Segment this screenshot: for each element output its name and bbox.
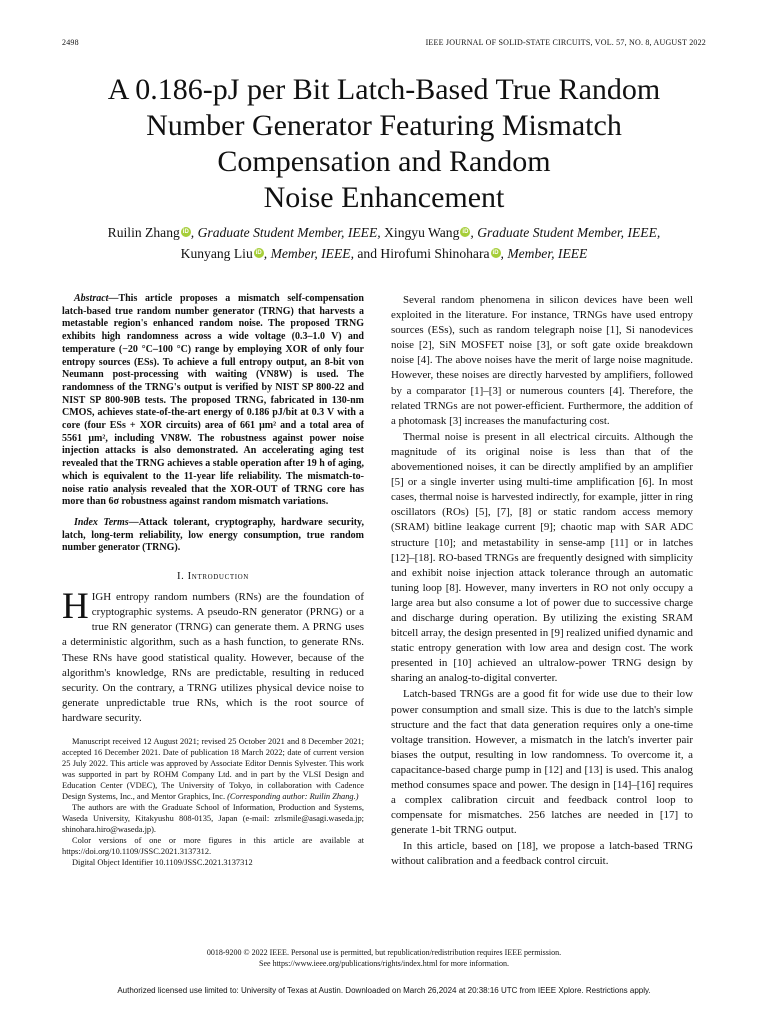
- right-column: [391, 293, 693, 871]
- corresponding-author: (Corresponding author: Ruilin Zhang.): [227, 792, 359, 801]
- body-paragraph: Several random phenomena in silicon devices have been well exploited in the literature. For instance, TRNGs have used entropy sources (ESs), such as random telegraph noise [1], Si nanodevices noise [2], SiN MOSFET noise [3], or soft gate oxide breakdown noise [4]. The above noises have the merit of large noise magnitude. However, these noises are directly harvested by amplifiers, followed by a comparator [1]–[3] or numerous counters [4]. Therefore, the related TRNGs are not power-efficient. Furthermore, the addition of a photomask [3] increases the manufacturing cost.: [391, 294, 693, 427]
- index-terms: [62, 517, 364, 555]
- section-heading: [62, 569, 364, 584]
- title-line-1: A 0.186-pJ per Bit Latch-Based True Random: [107, 73, 661, 106]
- author-list: [60, 222, 708, 264]
- section-number: I.: [177, 571, 185, 583]
- author-role: , Member, IEEE,: [263, 246, 354, 261]
- page-number: 2498: [62, 38, 79, 47]
- drop-cap: H: [62, 586, 89, 628]
- index-terms-text: Attack tolerant, cryptography, hardware security, latch, long-term reliability, low energy consumption, true random number generator (TRNG).: [62, 516, 364, 554]
- journal-header: IEEE JOURNAL OF SOLID-STATE CIRCUITS, VOL. 57, NO. 8, AUGUST 2022: [425, 38, 706, 47]
- section-title: Introduction: [187, 571, 249, 583]
- license-notice: Authorized licensed use limited to: University of Texas at Austin. Downloaded on March 26,2024 at 20:38:16 UTC from IEEE Xplore. Restrictions apply.: [117, 986, 651, 995]
- body-paragraph: Thermal noise is present in all electrical circuits. Although the magnitude of its original noise is less than that of the abovementioned noises, it can be directly amplified by an amplifier [5] or a single inverter using multi-time amplification [6]. In most cases, thermal noise is harvested indirectly, for example, jitter in ring oscillators (ROs) [5], [7], [8] or static random access memory (SRAM) bitline leakage current [9]; chaotic map with SAR ADC structure [10]; and metastability in sense-amp [11] or in latches [12]–[18]. RO-based TRNGs are frequently designed with simplicity and exhibit noise injection attack tolerance through an automatic tuning loop [8]. However, many inverters in RO not only occupy a large area but also consume a lot of power due to successive charge and discharge during operation. By utilizing the existing SRAM bitcell array, the design presented in [9] realized unified dynamic and static entropy generation with low area and design cost. The work presented in [10] achieved an ultralow-power TRNG design by sharing an analog-to-digital converter.: [391, 430, 693, 685]
- author-name: Ruilin Zhang: [107, 225, 180, 240]
- author-name: and Hirofumi Shinohara: [353, 246, 490, 261]
- abstract-text: This article proposes a mismatch self-compensation latch-based true random number generator (TRNG) that harvests a metastable region's enhanced random noise. The proposed TRNG exhibits high randomness across a wide voltage (0.3–1.0 V) and temperature (−20 °C–100 °C) range by employing XOR of only four entropy sources (ESs). To achieve a full entropy output, an 8-bit von Neumann post-processing with waiting (VN8W) is used. The randomness of the TRNG's output is verified by NIST SP 800-22 and NIST SP 800-90B tests. The proposed TRNG, fabricated in 130-nm CMOS, achieves state-of-the-art energy of 0.186 pJ/bit at 0.3 V with a core (four ESs + XOR circuits) area of 661 μm² and a total area of 5561 μm², including VN8W. The robustness against power noise injection attacks is also demonstrated. An accelerating aging test revealed that the TRNG achieves a stable operation after 19 h of aging, which is equivalent to the 11-year life reliability. The mismatch-to-noise ratio analysis revealed that the XOR-OUT of TRNG core has more than 6σ robustness against random mismatch variations.: [62, 293, 364, 508]
- affiliation-note: The authors are with the Graduate School of Information, Production and Systems, Waseda University, Kitakyushu 808-0135, Japan (e-mail: zrlsmile@asagi.waseda.jp; shinohara.hiro@waseda.jp).: [62, 803, 364, 834]
- left-column: [62, 293, 364, 868]
- doi-note: Digital Object Identifier 10.1109/JSSC.2021.3137312: [72, 858, 253, 867]
- color-note: Color versions of one or more figures in this article are available at https://doi.org/10.1109/JSSC.2021.3137312.: [62, 836, 364, 856]
- body-paragraph: Latch-based TRNGs are a good fit for wide use due to their low power consumption and small size. This is due to the latch's simple structure and the fact that data generation requires only a one-time voltage transition. However, a mismatch in the latch's inverter pair biases the output, resulting in low randomness. To overcome it, a capacitance-based charge pump in [12] and [13] is used. This analog method consumes space and power. The design in [14]–[16] requires a complex calibration circuit and feedback control loop to compensate for mismatches. 256 latches are needed in [17] to generate 1-bit TRNG output.: [391, 688, 693, 837]
- orcid-icon[interactable]: iD: [182, 229, 189, 235]
- title-line-2: Number Generator Featuring Mismatch: [146, 109, 622, 142]
- manuscript-note: Manuscript received 12 August 2021; revised 25 October 2021 and 8 December 2021; accepted 16 December 2021. Date of publication 18 March 2022; date of current version 25 July 2022. This article was approved by Associate Editor Dennis Sylvester. This work was supported in part by ROHM Company Ltd. and in part by the VLSI Design and Education Center (VDEC), The University of Tokyo, in collaboration with Cadence Design Systems, Inc., and Mentor Graphics, Inc. (Corresponding author: Ruilin Zhang.): [62, 737, 364, 801]
- body-paragraph: In this article, based on [18], we propose a latch-based TRNG without calibration and a feedback control circuit.: [391, 840, 693, 868]
- paper-title: [60, 72, 708, 216]
- orcid-icon[interactable]: iD: [462, 229, 469, 235]
- footnotes: [62, 736, 364, 868]
- author-role: , Graduate Student Member, IEEE,: [190, 225, 381, 240]
- author-name: Xingyu Wang: [380, 225, 460, 240]
- intro-text: IGH entropy random numbers (RNs) are the foundation of cryptographic systems. A pseudo-RN generator (PRNG) or a true RN generator (TRNG) can generate them. A PRNG uses a deterministic algorithm, such as a hash function, to generate RNs. These RNs have good statistical quality. However, because of the algorithm's knowledge, RNs are predictable, resulting in reduced security. On the contrary, a TRNG utilizes physical device noise to generate unpredictable true RNs, which is the root source of hardware security.: [62, 591, 364, 724]
- author-role: , Graduate Student Member, IEEE,: [470, 225, 661, 240]
- intro-paragraph: [62, 586, 364, 726]
- abstract: [62, 293, 364, 509]
- title-line-4: Noise Enhancement: [263, 181, 505, 214]
- orcid-icon[interactable]: iD: [255, 250, 262, 256]
- index-terms-label: Index Terms—: [74, 516, 139, 528]
- author-role: , Member, IEEE: [500, 246, 588, 261]
- copyright-notice: 0018-9200 © 2022 IEEE. Personal use is permitted, but republication/redistribution requires IEEE permission. See https://www.ieee.org/publications/rights/index.html for more information.: [206, 948, 562, 968]
- orcid-icon[interactable]: iD: [492, 250, 499, 256]
- abstract-label: Abstract—: [74, 293, 119, 304]
- author-name: Kunyang Liu: [180, 246, 253, 261]
- title-line-3: Compensation and Random: [217, 145, 551, 178]
